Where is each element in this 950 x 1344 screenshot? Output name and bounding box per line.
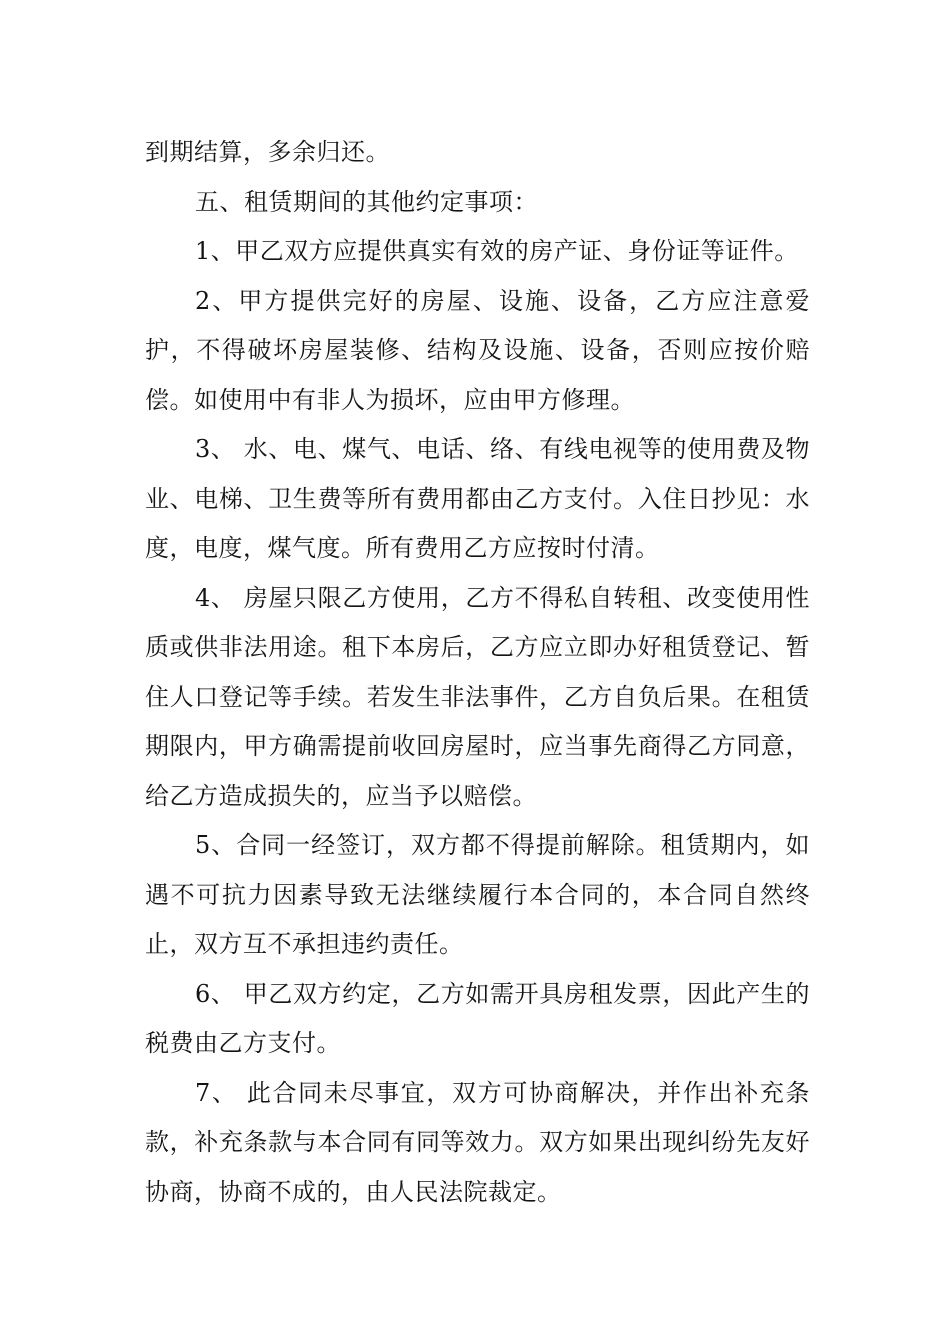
clause-2: 2、甲方提供完好的房屋、设施、设备，乙方应注意爱护，不得破坏房屋装修、结构及设施、设备，否则应按价赔偿。如使用中有非人为损坏，应由甲方修理。: [145, 286, 810, 414]
clause-5: 5、合同一经签订，双方都不得提前解除。租赁期内，如遇不可抗力因素导致无法继续履行本合同的，本合同自然终止，双方互不承担违约责任。: [145, 831, 810, 958]
paragraph-continuation: 到期结算，多余归还。: [145, 138, 390, 166]
clause-7: 7、 此合同未尽事宜，双方可协商解决，并作出补充条款，补充条款与本合同有同等效力。双方如果出现纠纷先友好协商，协商不成的，由人民法院裁定。: [145, 1078, 810, 1206]
clause-1: 1、甲乙双方应提供真实有效的房产证、身份证等证件。: [195, 237, 799, 265]
clause-3: 3、 水、电、煤气、电话、络、有线电视等的使用费及物业、电梯、卫生费等所有费用都由乙方支付。入住日抄见：水度，电度，煤气度。所有费用乙方应按时付清。: [145, 435, 810, 562]
document-body: [145, 128, 810, 1217]
clause-6: 6、 甲乙双方约定，乙方如需开具房租发票，因此产生的税费由乙方支付。: [145, 979, 810, 1057]
clause-4: 4、 房屋只限乙方使用，乙方不得私自转租、改变使用性质或供非法用途。租下本房后，乙方应立即办好租赁登记、暂住人口登记等手续。若发生非法事件，乙方自负后果。在租赁期限内，甲方确需提前收回房屋时，应当事先商得乙方同意，给乙方造成损失的，应当予以赔偿。: [145, 583, 810, 810]
section-heading-five: 五、租赁期间的其他约定事项：: [195, 187, 538, 216]
